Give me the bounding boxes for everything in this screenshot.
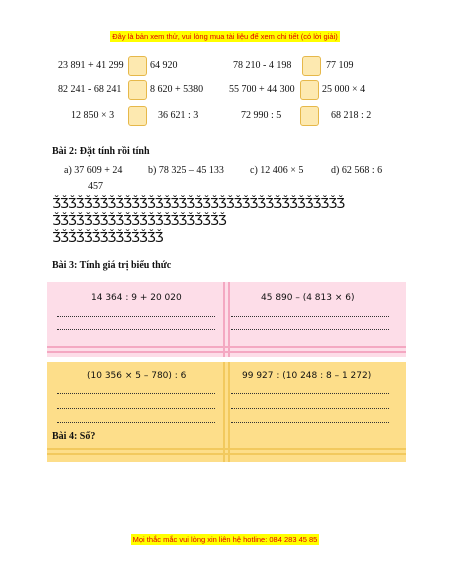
hotline-footer-text: Mọi thắc mắc vui lòng xin liên hệ hotline: 084 283 45 85	[132, 535, 318, 544]
compare-left-expr: 55 700 + 44 300	[229, 84, 295, 95]
panel-divider	[47, 346, 406, 348]
compare-row	[0, 106, 450, 126]
answer-dotted-line[interactable]	[231, 407, 389, 409]
compare-left-expr: 72 990 : 5	[241, 110, 282, 121]
answer-dotted-line[interactable]	[57, 407, 215, 409]
compare-left-expr: 23 891 + 41 299	[58, 60, 124, 71]
garbled-glyph-line: ǮǮǮǮǮǮǮǮǮǮǮǮǮǮǮǮǮǮǮǮǮǮǮǮǮǮǮǮǮǮǮǮǮǮǮǮǮ	[52, 196, 344, 212]
answer-dotted-line[interactable]	[231, 315, 389, 317]
compare-answer-box[interactable]	[300, 106, 319, 126]
bai3-expression-4: 99 927 : (10 248 : 8 – 1 272)	[242, 371, 372, 381]
panel-divider	[228, 362, 230, 462]
compare-row	[0, 80, 450, 100]
compare-right-expr: 36 621 : 3	[158, 110, 199, 121]
compare-row	[0, 56, 450, 76]
compare-right-expr: 68 218 : 2	[331, 110, 372, 121]
compare-right-expr: 77 109	[326, 60, 354, 71]
preview-banner	[0, 26, 450, 44]
hotline-footer	[0, 529, 450, 547]
bai2-item-b: b) 78 325 – 45 133	[148, 165, 224, 176]
bai3-expression-3: (10 356 × 5 – 780) : 6	[87, 371, 187, 381]
expression-panel-pink	[47, 282, 406, 357]
panel-divider	[47, 448, 406, 450]
compare-right-expr: 64 920	[150, 60, 178, 71]
garbled-glyph-line: ǮǮǮǮǮǮǮǮǮǮǮǮǮǮ	[52, 230, 163, 246]
bai2-heading: Bài 2: Đặt tính rồi tính	[52, 146, 150, 157]
compare-left-expr: 12 850 × 3	[71, 110, 115, 121]
expression-panel-yellow	[47, 362, 406, 462]
compare-right-expr: 8 620 + 5380	[150, 84, 204, 95]
preview-banner-text: Đây là bản xem thử, vui lòng mua tài liệu để xem chi tiết (có lời giải)	[112, 32, 338, 41]
answer-dotted-line[interactable]	[231, 328, 389, 330]
compare-answer-box[interactable]	[128, 106, 147, 126]
bai3-expression-2: 45 890 – (4 813 × 6)	[261, 293, 355, 303]
answer-dotted-line[interactable]	[231, 421, 389, 423]
bai2-item-c: c) 12 406 × 5	[250, 165, 304, 176]
panel-divider	[47, 351, 406, 353]
answer-dotted-line[interactable]	[57, 392, 215, 394]
answer-dotted-line[interactable]	[231, 392, 389, 394]
panel-divider	[223, 362, 225, 462]
compare-left-expr: 82 241 - 68 241	[58, 84, 122, 95]
compare-answer-box[interactable]	[302, 56, 321, 76]
answer-dotted-line[interactable]	[57, 328, 215, 330]
bai2-extra-number: 457	[88, 181, 103, 192]
bai4-heading: Bài 4: Số?	[52, 431, 96, 442]
panel-divider	[228, 282, 230, 357]
answer-dotted-line[interactable]	[57, 421, 215, 423]
panel-divider	[223, 282, 225, 357]
answer-dotted-line[interactable]	[57, 315, 215, 317]
bai3-heading: Bài 3: Tính giá trị biểu thức	[52, 260, 172, 271]
compare-answer-box[interactable]	[128, 80, 147, 100]
compare-answer-box[interactable]	[300, 80, 319, 100]
bai3-expression-1: 14 364 : 9 + 20 020	[91, 293, 182, 303]
bai2-item-a: a) 37 609 + 24	[64, 165, 123, 176]
compare-right-expr: 25 000 × 4	[322, 84, 366, 95]
compare-answer-box[interactable]	[128, 56, 147, 76]
bai2-item-d: d) 62 568 : 6	[331, 165, 383, 176]
panel-divider	[47, 453, 406, 455]
compare-left-expr: 78 210 - 4 198	[233, 60, 292, 71]
garbled-glyph-line: ǮǮǮǮǮǮǮǮǮǮǮǮǮǮǮǮǮǮǮǮǮǮ	[52, 213, 226, 229]
